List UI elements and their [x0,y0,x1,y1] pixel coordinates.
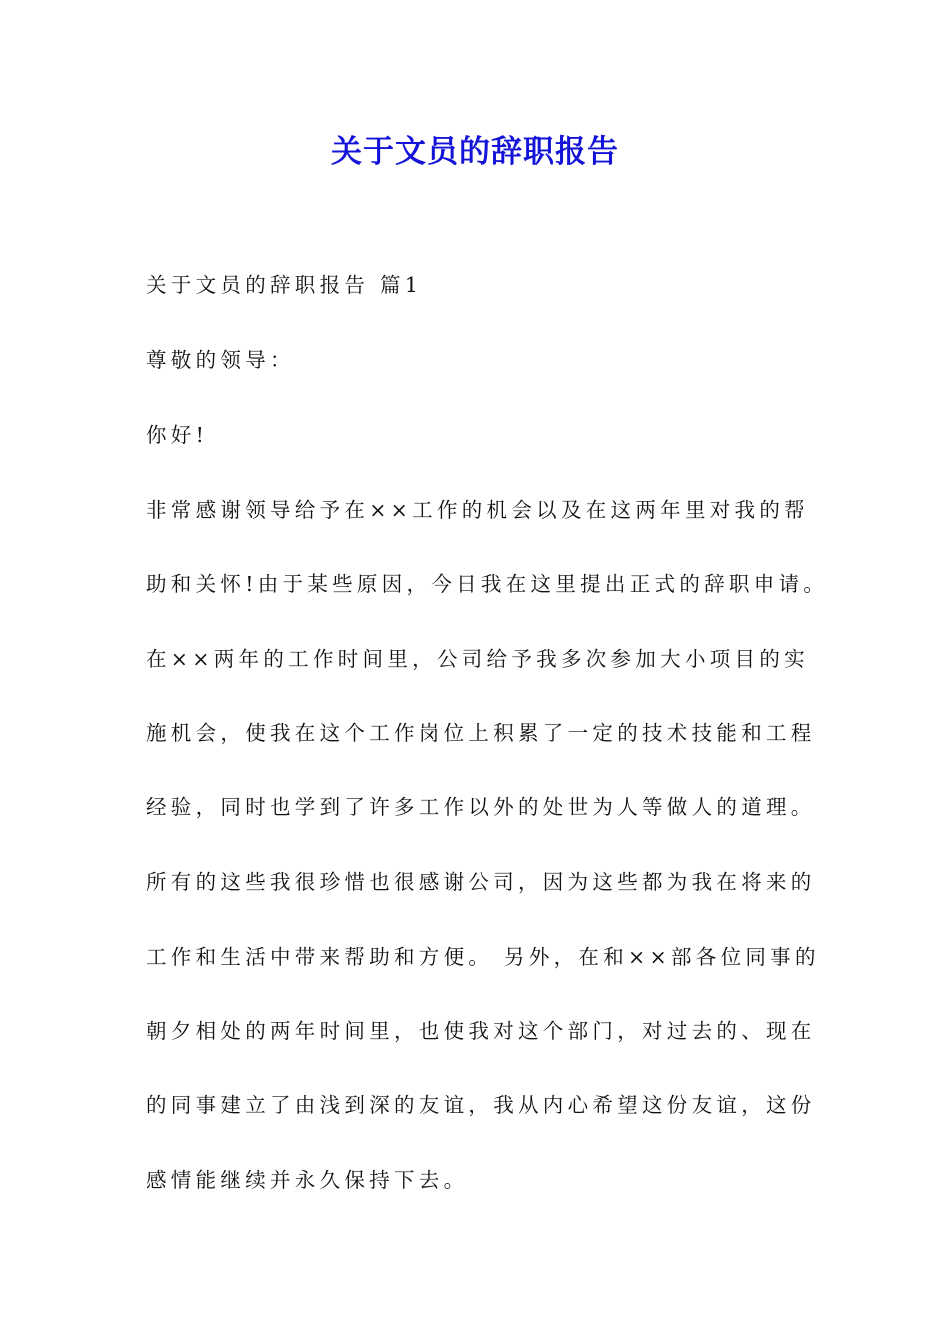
body-line: 朝夕相处的两年时间里，也使我对这个部门，对过去的、现在 [146,1019,816,1043]
body-line: 工作和生活中带来帮助和方便。 另外，在和××部各位同事的 [146,945,820,969]
body-line: 经验，同时也学到了许多工作以外的处世为人等做人的道理。 [146,795,816,819]
body-line: 施机会，使我在这个工作岗位上积累了一定的技术技能和工程 [146,721,816,745]
body-line: 的同事建立了由浅到深的友谊，我从内心希望这份友谊，这份 [146,1093,816,1117]
body-line: 感情能继续并永久保持下去。 [146,1168,469,1192]
body-line: 非常感谢领导给予在××工作的机会以及在这两年里对我的帮 [146,498,809,522]
greeting: 你好! [146,423,209,447]
body-line: 所有的这些我很珍惜也很感谢公司，因为这些都为我在将来的 [146,870,816,894]
body-line: 在××两年的工作时间里，公司给予我多次参加大小项目的实 [146,647,809,671]
salutation: 尊敬的领导： [146,348,295,372]
body-line: 助和关怀!由于某些原因，今日我在这里提出正式的辞职申请。 [146,572,829,596]
document-title: 关于文员的辞职报告 [331,134,619,170]
section-heading: 关于文员的辞职报告 篇1 [146,273,423,297]
